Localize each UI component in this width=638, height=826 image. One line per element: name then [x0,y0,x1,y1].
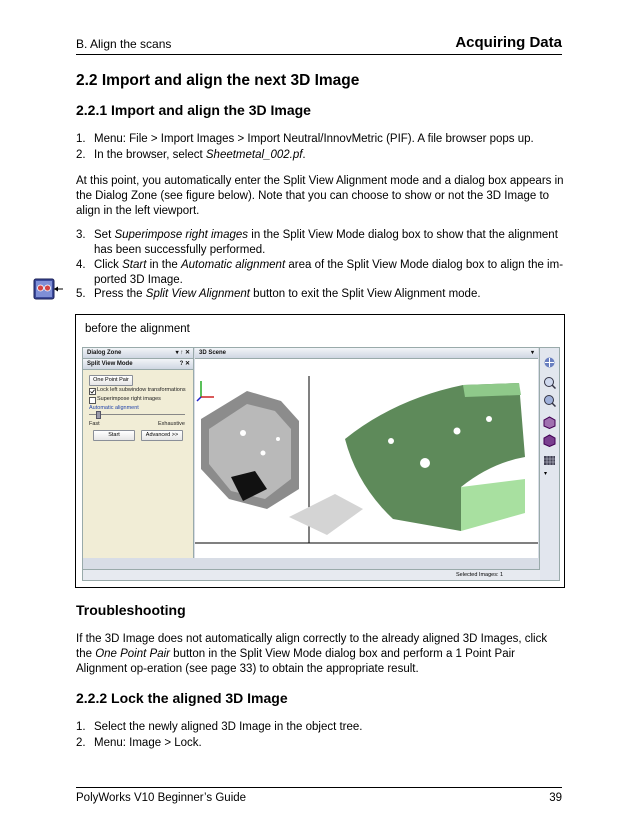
page-number: 39 [549,792,562,804]
axis-triad-icon [197,381,214,401]
list-item [76,736,566,751]
scene-dropdown-icon[interactable]: ▾ [530,350,534,356]
list-item [76,132,566,147]
cube-view-icon[interactable] [543,416,556,429]
section-heading: 2.2 Import and align the next 3D Image [76,72,360,89]
option-name: Start [122,259,147,271]
superimpose-checkbox[interactable] [89,397,96,404]
split-view-controls[interactable]: ? ✕ [179,361,190,367]
checkmark-icon [90,389,95,394]
list-item: 2. In the browser, select Sheetmetal_002.pf. [76,149,306,161]
split-view-title-bar [83,359,193,370]
list-item: 4. Click Start in the Automatic alignment area of the Split View Mode dialog box to align the im-ported 3D Image. [76,259,564,286]
start-button[interactable]: Start [93,430,135,441]
troubleshooting-paragraph: If the 3D Image does not automatically align correctly to the already aligned 3D Images, click the One Point Pair button in the Split View Mode dialog box and perform a 1 Point Pair Alignment op-eration (see page 33) to obtain the appropriate result. [76,633,548,675]
split-viewports [195,359,538,558]
advanced-button[interactable]: Advanced >> [141,430,183,441]
list-number: 1. [76,721,86,733]
list-number: 4. [76,259,86,271]
selected-images-status: Selected Images: 1 [456,572,504,578]
option-name: Automatic alignment [180,259,286,271]
cube-shade-icon[interactable] [543,434,556,447]
one-point-pair-button[interactable]: One Point Pair [89,375,133,386]
list-item: 3. Set Superimpose right images in the Split View Mode dialog box to show that the alignment has been successfully performed. [76,229,558,256]
list-item [76,720,566,735]
split-view-alignment-icon [33,276,63,306]
3d-scene-viewport[interactable] [195,348,538,558]
zoom-icon[interactable] [543,376,556,389]
dialog-zone-title-bar [83,348,193,359]
button-name: One Point Pair [95,648,170,660]
3d-scene-title: 3D Scene [199,350,227,356]
lock-checkbox[interactable] [89,388,96,395]
fast-label: Fast [89,421,100,427]
list-number: 2. [76,149,86,161]
list-number: 1. [76,133,86,145]
footer-rule [76,787,562,788]
list-number: 5. [76,288,86,300]
superimpose-label: Superimpose right images [97,396,161,402]
3d-scene-title-bar [195,348,538,359]
exhaustive-label: Exhaustive [158,421,185,427]
dialog-zone [83,348,194,558]
option-name: Superimpose right images [114,229,249,241]
speed-slider-track[interactable] [89,414,185,415]
green-aligned-mesh [345,383,525,531]
toolbar-scroll-icon[interactable]: ▾ [544,471,548,477]
footer-title: PolyWorks V10 Beginner’s Guide [76,792,247,804]
running-header-chapter: Acquiring Data [455,34,562,51]
speed-slider-thumb[interactable] [96,411,101,419]
list-text: In the browser, select [94,149,206,161]
list-item: 5. Press the Split View Alignment button to exit the Split View Alignment mode. [76,288,481,300]
automatic-alignment-group-label: Automatic alignment [89,405,139,411]
list-text: Menu: Image > Lock. [94,737,202,749]
figure-frame [75,314,565,588]
zoom-fit-icon[interactable] [543,394,556,407]
subsection-heading-import: 2.2.1 Import and align the 3D Image [76,102,311,118]
gray-scan-mesh [201,391,299,509]
troubleshooting-heading: Troubleshooting [76,602,186,618]
list-number: 2. [76,737,86,749]
software-screenshot [82,347,560,581]
list-text: Menu: File > Import Images > Import Neutral/InnovMetric (PIF). A file browser pops up. [94,133,534,145]
file-name: Sheetmetal_002.pf [205,149,303,161]
view-orientation-icon[interactable] [543,356,556,369]
split-view-title: Split View Mode [87,361,133,367]
list-number: 3. [76,229,86,241]
figure-caption: before the alignment [85,323,190,335]
grid-display-icon[interactable] [543,454,556,467]
lock-label: Lock left subwindow transformations [97,387,186,393]
subsection-heading-lock: 2.2.2 Lock the aligned 3D Image [76,690,288,706]
header-rule [76,54,562,55]
gray-fragment-mesh [289,494,363,535]
dialog-zone-title: Dialog Zone [87,350,122,356]
right-toolbar [539,348,559,580]
option-name: Split View Alignment [145,288,250,300]
status-bar [83,569,540,580]
running-header-section: B. Align the scans [76,37,172,51]
list-text: Select the newly aligned 3D Image in the object tree. [94,721,363,733]
paragraph-split-view: At this point, you automatically enter the Split View Alignment mode and a dialog box appears in the Dialog Zone (see figure below). Note that you can choose to show or not the 3D Image to align in the left viewport. [76,175,564,217]
dialog-zone-controls[interactable]: ▾ ↑ ✕ [175,350,190,356]
